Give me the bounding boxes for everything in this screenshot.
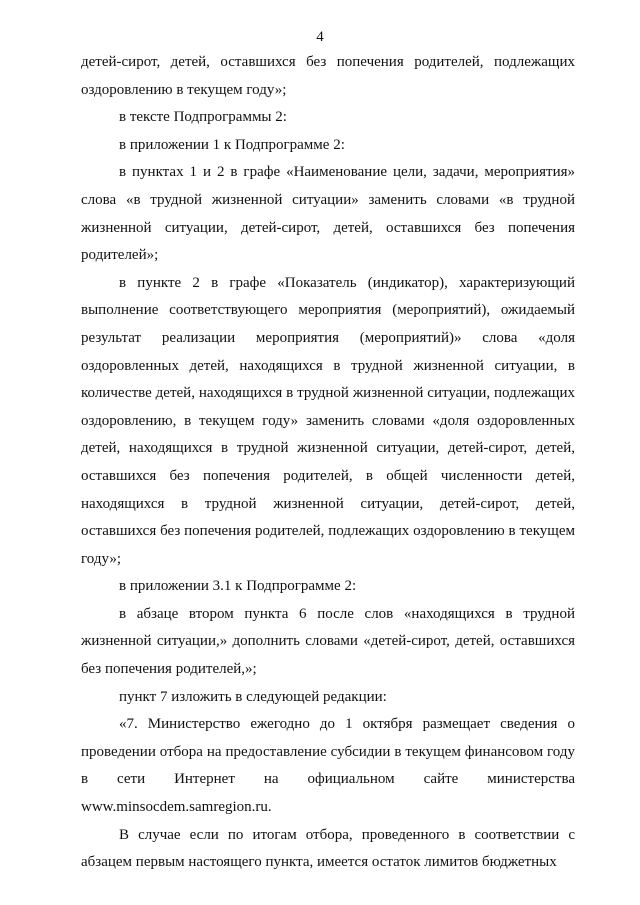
paragraph-subprogram-text: в тексте Подпрограммы 2:: [119, 109, 287, 126]
paragraph-item-7-intro: пункт 7 изложить в следующей редакции:: [119, 688, 387, 705]
paragraph-continuation: детей-сирот, детей, оставшихся без попечения родителей, подлежащих оздоровлению в текущем году»;: [81, 54, 575, 98]
paragraph-items-1-2: в пунктах 1 и 2 в графе «Наименование цели, задачи, мероприятия» слова «в трудной жизненной ситуации» заменить словами «в трудной жизненной ситуации, детей-сирот, детей, оставшихся без попечения родителей»;: [81, 164, 575, 264]
paragraph-appendix-1: в приложении 1 к Подпрограмме 2:: [119, 136, 345, 153]
document-body: [81, 49, 575, 877]
paragraph-item-7-text: «7. Министерство ежегодно до 1 октября размещает сведения о проведении отбора на предоставление субсидии в текущем финансовом году в сети Интернет на официальном сайте министерства www.minsocdem.samregion.ru.: [81, 716, 575, 816]
page-number: 4: [316, 29, 324, 45]
paragraph-item-6: в абзаце втором пункта 6 после слов «находящихся в трудной жизненной ситуации,» дополнить словами «детей-сирот, детей, оставшихся без попечения родителей,»;: [81, 605, 575, 678]
paragraph-item-7-remainder: В случае если по итогам отбора, проведенного в соответствии с абзацем первым настоящего пункта, имеется остаток лимитов бюджетных: [81, 826, 575, 871]
paragraph-appendix-3-1: в приложении 3.1 к Подпрограмме 2:: [119, 578, 357, 595]
paragraph-item-2-indicator: в пункте 2 в графе «Показатель (индикатор), характеризующий выполнение соответствующего мероприятия (мероприятий), ожидаемый результат реализации мероприятия (мероприятий)» слова «доля оздоровленных детей, находящихся в трудной жизненной ситуации, в количестве детей, находящихся в трудной жизненной ситуации, подлежащих оздоровлению, в текущем году» заменить словами «доля оздоровленных детей, находящихся в трудной жизненной ситуации, детей-сирот, детей, оставшихся без попечения родителей, в общей численности детей, находящихся в трудной жизненной ситуации, детей-сирот, детей, оставшихся без попечения родителей, подлежащих оздоровлению в текущем году»;: [81, 274, 575, 567]
